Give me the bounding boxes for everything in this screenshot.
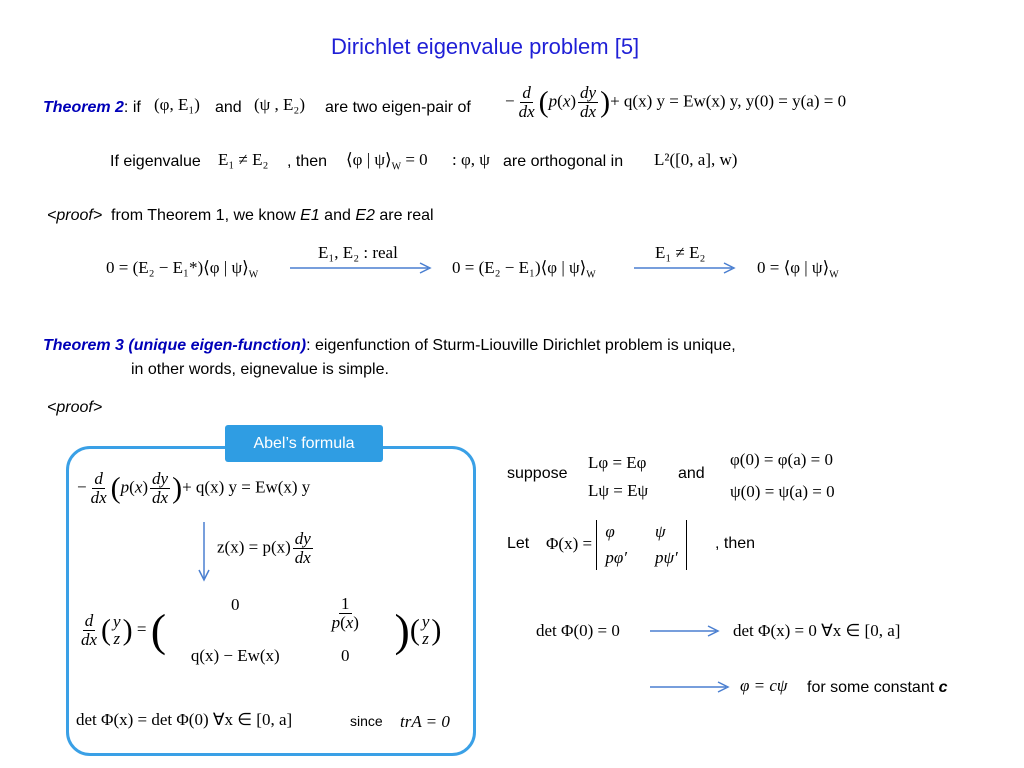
arrow2 [632, 260, 740, 276]
theorem3-line2: in other words, eignevalue is simple. [131, 361, 389, 378]
then-text: , then [287, 153, 328, 170]
det-zero: det Φ(0) = 0 [536, 621, 620, 640]
e1-text: E1 [300, 207, 320, 224]
suppose-text: suppose [507, 465, 568, 482]
trace-zero: trA = 0 [400, 712, 450, 731]
orthogonal-text: are orthogonal in [503, 153, 624, 170]
constant-text: for some constant c [807, 679, 948, 696]
inner-product-zero: ⟨φ | $\psi⟩_W = 0$ [346, 150, 428, 173]
z-definition: z(x) = p(x) $\frac{dy}{dx}$ [217, 529, 311, 567]
and-text: and [215, 99, 242, 116]
page-title: Dirichlet eigenvalue problem [5] [331, 34, 640, 59]
theorem3-text: : eigenfunction of Sturm-Liouville Dirichlet problem is unique, [306, 337, 736, 354]
since-text: since [350, 713, 383, 729]
constant-c: c [938, 679, 948, 696]
proof1-eq2: 0 = (E₂ − E₁)⟨φ | $\psi⟩_W$ [452, 258, 596, 281]
theorem2-line1 [43, 99, 141, 117]
if-eigenvalue-text: If eigenvalue [110, 153, 201, 170]
phi-m21: pφ′ [605, 548, 627, 567]
l2-space: L²([0, a], w) [654, 150, 738, 169]
arrow1 [288, 260, 436, 276]
proof1-line [47, 207, 434, 225]
abel-det-equation: det Φ(x) = det Φ(0) ∀x ∈ [0, a] [76, 710, 293, 729]
theorem3-line1 [43, 337, 736, 355]
proof2-label: <proof> [47, 399, 103, 416]
eigenpair-2: (ψ , E₂) [254, 95, 306, 114]
arrow2-label: E₁ ≠ E₂ [655, 243, 706, 262]
arrow3 [648, 623, 724, 639]
proof1-text: from Theorem 1, we know [111, 207, 301, 224]
equation-rhs: + q(x) y = Ew(x) y, y(0) = y(a) = 0 [610, 91, 847, 111]
proof1-real: are real [374, 207, 434, 224]
phi-boundary: φ(0) = φ(a) = 0 [730, 450, 833, 469]
l-phi: Lφ = Eφ [588, 453, 647, 472]
det-x-zero: det Φ(x) = 0 ∀x ∈ [0, a] [733, 621, 901, 640]
and-text-2: and [678, 465, 705, 482]
proof1-and: and [319, 207, 356, 224]
then-text-2: , then [715, 535, 756, 552]
eigenpair-1: (φ, E₁) [154, 95, 200, 114]
proof1-eq3: 0 = ⟨φ | $\psi⟩_W$ [757, 258, 839, 281]
phi-m12: ψ [654, 522, 666, 541]
let-text: Let [507, 535, 530, 552]
e2-text: E2 [355, 207, 375, 224]
matrix-a22: 0 [341, 645, 350, 665]
abel-formula-label: Abel’s formula [225, 425, 383, 462]
proof1-label: <proof> [47, 207, 103, 224]
phi-equals-c-psi: φ = cψ [740, 676, 788, 695]
theorem3-label: Theorem 3 (unique eigen-function) [43, 337, 307, 354]
two-eigenpair-text: are two eigen-pair of [325, 99, 471, 116]
operator-equations [588, 449, 648, 505]
boundary-conditions [730, 444, 835, 508]
matrix-a21: q(x) − Ew(x) [190, 645, 280, 665]
theorem2-if: : if [123, 99, 141, 116]
psi-boundary: ψ(0) = ψ(a) = 0 [730, 482, 835, 501]
arrow1-label: E₁, E₂ : real [318, 243, 398, 262]
l-psi: Lψ = Eψ [588, 481, 649, 500]
eigenvalue-condition: E₁ ≠ E₂ [218, 150, 269, 169]
phi-matrix: Φ(x) = φ ψ pφ′ pψ′ [546, 520, 687, 570]
phi-psi-label: : φ, ψ [452, 150, 490, 169]
proof1-eq1: 0 = (E₂ − E₁*)⟨φ | $\psi⟩_W$ [106, 258, 259, 281]
matrix-a11: 0 [231, 595, 240, 614]
phi-m22: pψ′ [654, 548, 678, 567]
sturm-liouville-equation: − $\frac{d}{dx}$ (p(x) $\frac{dy}{dx}$ )+ q(x) y = Ew(x) y, y(0) = y(a) = 0 [505, 83, 847, 121]
phi-m11: φ [605, 522, 615, 541]
abel-equation: − $\frac{d}{dx}$ (p(x) $\frac{dy}{dx}$ )+ q(x) y = Ew(x) y [77, 469, 311, 507]
down-arrow [196, 520, 212, 584]
system-equation: $\frac{d}{dx}$ ( y z ) = ( 0 $\frac{1}{p(x)}$ q(x) − Ew(x) 0 )( y z ) [81, 594, 442, 665]
arrow4 [648, 679, 734, 695]
theorem2-label: Theorem 2 [43, 99, 124, 116]
